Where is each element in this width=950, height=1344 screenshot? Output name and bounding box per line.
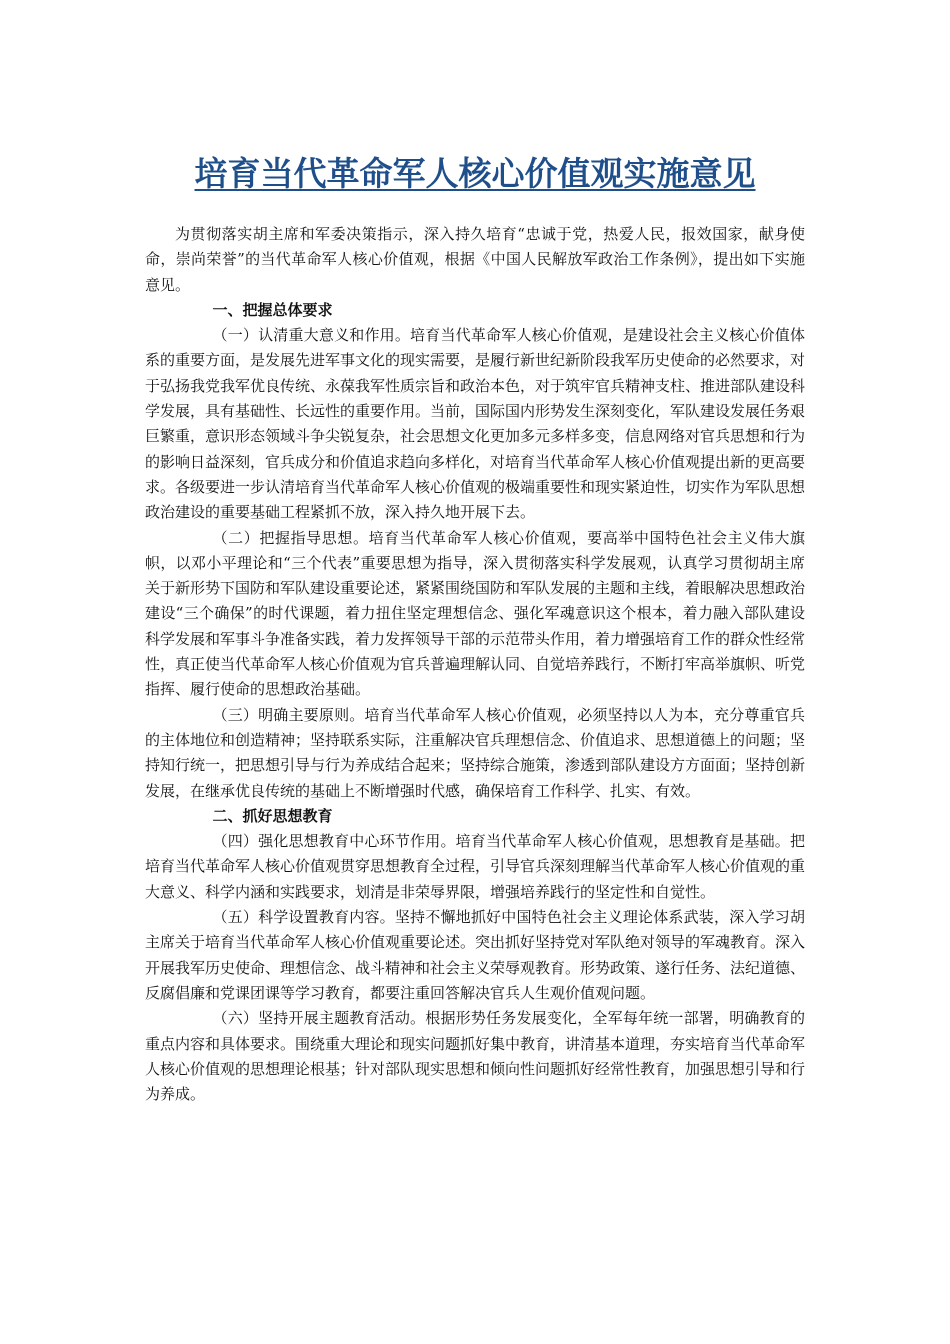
- intro-paragraph: 为贯彻落实胡主席和军委决策指示，深入持久培育“忠诚于党，热爱人民，报效国家，献身使命，崇尚荣誉”的当代革命军人核心价值观，根据《中国人民解放军政治工作条例》，提出如下实施意见。: [145, 225, 805, 294]
- section-heading-2: 二、抓好思想教育: [212, 806, 333, 825]
- paragraph-5: （五）科学设置教育内容。坚持不懈地抓好中国特色社会主义理论体系武装，深入学习胡主席关于培育当代革命军人核心价值观重要论述。突出抓好坚持党对军队绝对领导的军魂教育。深入开展我军历史使命、理想信念、战斗精神和社会主义荣辱观教育。形势政策、遂行任务、法纪道德、反腐倡廉和党课团课等学习教育，都要注重回答解决官兵人生观价值观问题。: [145, 908, 806, 1002]
- paragraph-2: （二）把握指导思想。培育当代革命军人核心价值观，要高举中国特色社会主义伟大旗帜，以邓小平理论和“三个代表”重要思想为指导，深入贯彻落实科学发展观，认真学习贯彻胡主席关于新形势下国防和军队建设重要论述，紧紧围绕国防和军队发展的主题和主线，着眼解决思想政治建设“三个确保”的时代课题，着力扭住坚定理想信念、强化军魂意识这个根本，着力融入部队建设科学发展和军事斗争准备实践，着力发挥领导干部的示范带头作用，着力增强培育工作的群众性经常性，真正使当代革命军人核心价值观为官兵普遍理解认同、自觉培养践行，不断打牢高举旗帜、听党指挥、履行使命的思想政治基础。: [145, 528, 806, 699]
- paragraph-1: （一）认清重大意义和作用。培育当代革命军人核心价值观，是建设社会主义核心价值体系的重要方面，是发展先进军事文化的现实需要，是履行新世纪新阶段我军历史使命的必然要求，对于弘扬我党我军优良传统、永葆我军性质宗旨和政治本色，对于筑牢官兵精神支柱、推进部队建设科学发展，具有基础性、长远性的重要作用。当前，国际国内形势发生深刻变化，军队建设发展任务艰巨繁重，意识形态领域斗争尖锐复杂，社会思想文化更加多元多样多变，信息网络对官兵思想和行为的影响日益深刻，官兵成分和价值追求趋向多样化，对培育当代革命军人核心价值观提出新的更高要求。各级要进一步认清培育当代革命军人核心价值观的极端重要性和现实紧迫性，切实作为军队思想政治建设的重要基础工程紧抓不放，深入持久地开展下去。: [145, 326, 806, 522]
- document-title: 培育当代革命军人核心价值观实施意见: [194, 154, 756, 194]
- document-body: [145, 222, 805, 1107]
- paragraph-3: （三）明确主要原则。培育当代革命军人核心价值观，必须坚持以人为本，充分尊重官兵的主体地位和创造精神；坚持联系实际，注重解决官兵理想信念、价值追求、思想道德上的问题；坚持知行统一，把思想引导与行为养成结合起来；坚持综合施策，渗透到部队建设方方面面；坚持创新发展，在继承优良传统的基础上不断增强时代感，确保培育工作科学、扎实、有效。: [145, 705, 806, 800]
- paragraph-4: （四）强化思想教育中心环节作用。培育当代革命军人核心价值观，思想教育是基础。把培育当代革命军人核心价值观贯穿思想教育全过程，引导官兵深刻理解当代革命军人核心价值观的重大意义、科学内涵和实践要求，划清是非荣辱界限，增强培养践行的坚定性和自觉性。: [145, 832, 806, 901]
- paragraph-6: （六）坚持开展主题教育活动。根据形势任务发展变化，全军每年统一部署，明确教育的重点内容和具体要求。围绕重大理论和现实问题抓好集中教育，讲清基本道理，夯实培育当代革命军人核心价值观的思想理论根基；针对部队现实思想和倾向性问题抓好经常性教育，加强思想引导和行为养成。: [145, 1009, 806, 1104]
- section-heading-1: 一、把握总体要求: [212, 300, 333, 319]
